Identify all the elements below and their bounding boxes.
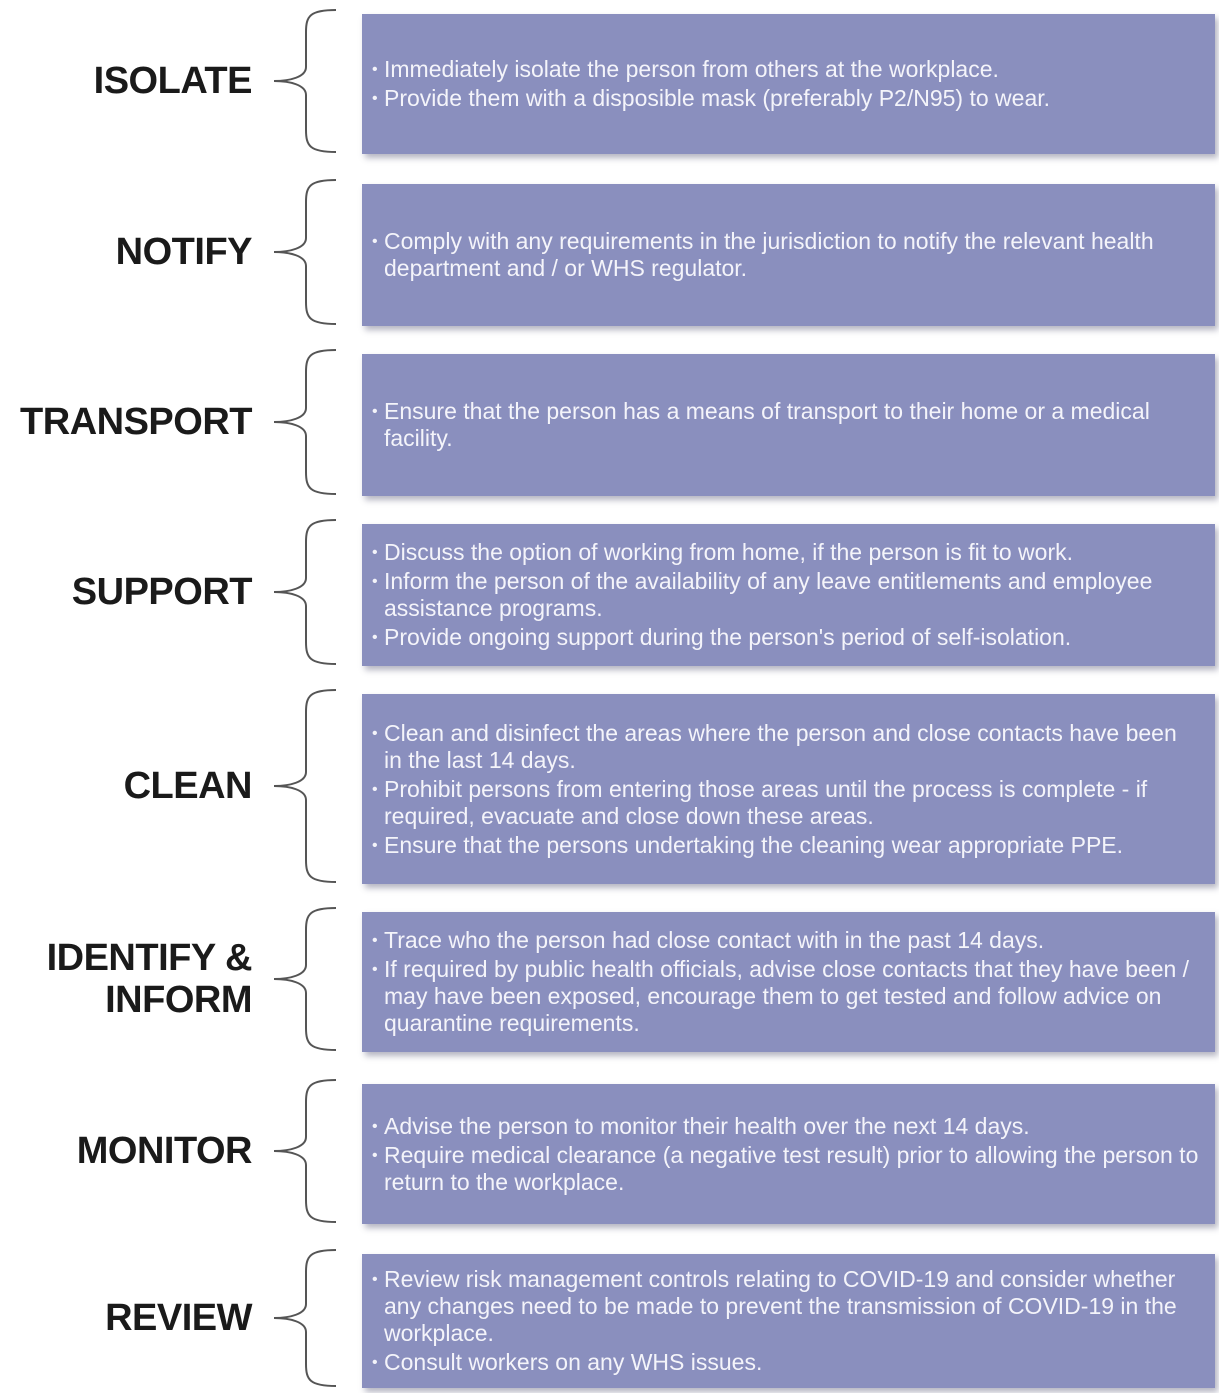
step-label-review — [105, 1297, 252, 1339]
step-action-box-clean — [362, 694, 1215, 884]
step-label-monitor — [77, 1130, 252, 1172]
step-row-notify — [0, 178, 1219, 326]
step-row-support — [0, 518, 1219, 666]
action-bullet: • Trace who the person had close contact with in the past 14 days. — [376, 927, 1201, 954]
step-label-line: NOTIFY — [115, 231, 252, 273]
step-action-box-notify — [362, 184, 1215, 326]
step-row-monitor — [0, 1078, 1219, 1224]
step-action-box-identify-and-inform — [362, 912, 1215, 1052]
step-label-line: ISOLATE — [93, 60, 252, 102]
action-bullet: • Comply with any requirements in the jurisdiction to notify the relevant health department and / or WHS regulator. — [376, 228, 1201, 282]
action-bullet: • If required by public health officials, advise close contacts that they have been / may have been exposed, encourage them to get tested and follow advice on quarantine requirements. — [376, 956, 1201, 1037]
step-label-line: IDENTIFY & — [46, 937, 252, 979]
step-label-isolate — [94, 60, 252, 102]
step-action-box-support — [362, 524, 1215, 666]
step-action-box-isolate — [362, 14, 1215, 154]
step-label-support — [72, 571, 252, 613]
step-action-box-monitor — [362, 1084, 1215, 1224]
curly-brace-icon — [270, 906, 340, 1052]
step-label-line: INFORM — [105, 979, 252, 1021]
action-bullet: • Discuss the option of working from home, if the person is fit to work. — [376, 539, 1201, 566]
action-bullet: • Advise the person to monitor their health over the next 14 days. — [376, 1113, 1201, 1140]
step-row-transport — [0, 348, 1219, 496]
step-row-clean — [0, 688, 1219, 884]
step-label-clean — [124, 765, 252, 807]
action-bullet: • Review risk management controls relating to COVID-19 and consider whether any changes need to be made to prevent the transmission of COVID-19 in the workplace. — [376, 1266, 1201, 1347]
step-label-notify — [116, 231, 252, 273]
step-label-line: MONITOR — [76, 1130, 252, 1172]
step-row-identify-and-inform — [0, 906, 1219, 1052]
action-bullet: • Require medical clearance (a negative test result) prior to allowing the person to return to the workplace. — [376, 1142, 1201, 1196]
curly-brace-icon — [270, 688, 340, 884]
step-action-box-transport — [362, 354, 1215, 496]
step-label-line: TRANSPORT — [20, 401, 252, 443]
step-label-line: SUPPORT — [71, 571, 252, 613]
action-bullet: • Consult workers on any WHS issues. — [376, 1349, 1201, 1376]
action-bullet: • Immediately isolate the person from others at the workplace. — [376, 56, 1201, 83]
step-label-line: REVIEW — [105, 1297, 252, 1339]
curly-brace-icon — [270, 348, 340, 496]
step-label-transport — [20, 401, 252, 443]
curly-brace-icon — [270, 518, 340, 666]
curly-brace-icon — [270, 8, 340, 154]
action-bullet: • Inform the person of the availability of any leave entitlements and employee assistance programs. — [376, 568, 1201, 622]
curly-brace-icon — [270, 1078, 340, 1224]
curly-brace-icon — [270, 1248, 340, 1388]
step-action-box-review — [362, 1254, 1215, 1388]
step-row-review — [0, 1248, 1219, 1388]
step-label-identify-and-inform — [47, 937, 252, 1021]
action-bullet: • Ensure that the person has a means of transport to their home or a medical facility. — [376, 398, 1201, 452]
action-bullet: • Clean and disinfect the areas where the person and close contacts have been in the last 14 days. — [376, 720, 1201, 774]
action-bullet: • Provide ongoing support during the person's period of self-isolation. — [376, 624, 1201, 651]
step-label-line: CLEAN — [123, 765, 252, 807]
step-row-isolate — [0, 8, 1219, 154]
action-bullet: • Prohibit persons from entering those areas until the process is complete - if required, evacuate and close down these areas. — [376, 776, 1201, 830]
action-bullet: • Ensure that the persons undertaking the cleaning wear appropriate PPE. — [376, 832, 1201, 859]
action-bullet: • Provide them with a disposible mask (preferably P2/N95) to wear. — [376, 85, 1201, 112]
curly-brace-icon — [270, 178, 340, 326]
